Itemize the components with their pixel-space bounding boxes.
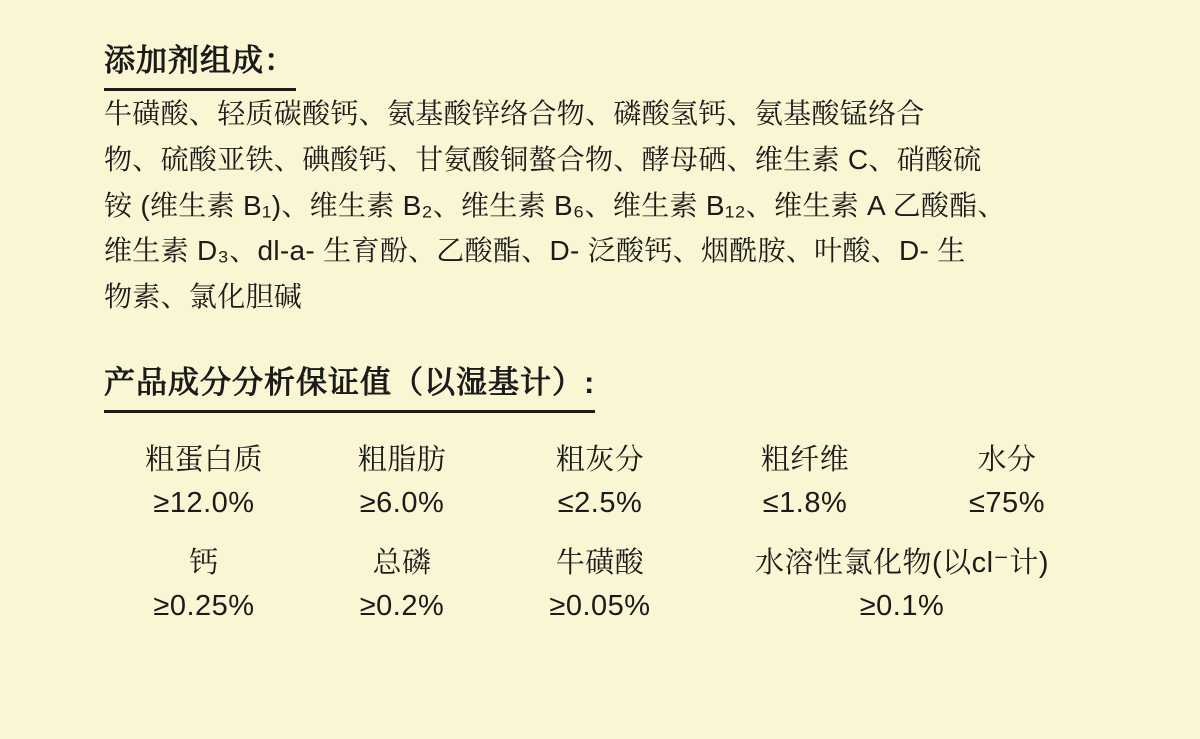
- nutrient-value: ≤1.8%: [762, 487, 848, 520]
- nutrient-value: ≤75%: [969, 487, 1045, 520]
- additives-heading: 添加剂组成：: [104, 42, 296, 91]
- nutrient-value: ≥0.2%: [359, 590, 445, 623]
- nutrient-name: 粗蛋白质: [144, 444, 263, 477]
- nutrition-row: [104, 441, 1104, 524]
- nutrient-value: ≥6.0%: [359, 487, 445, 520]
- nutrient-value: ≥12.0%: [153, 487, 255, 520]
- nutrient-name: 粗灰分: [555, 444, 645, 477]
- additives-section: [104, 42, 1100, 320]
- additives-line: 牛磺酸、轻质碳酸钙、氨基酸锌络合物、磷酸氢钙、氨基酸锰络合: [104, 97, 925, 129]
- nutrition-cell: [104, 441, 304, 524]
- additives-body: [104, 91, 1100, 321]
- nutrition-row: [104, 544, 1104, 627]
- nutrient-name: 水分: [977, 444, 1037, 477]
- nutrient-name: 钙: [189, 547, 219, 580]
- nutrition-cell: [910, 441, 1104, 524]
- nutrition-cell: [700, 544, 1104, 627]
- nutrition-cell: [700, 441, 910, 524]
- additives-line: 物、硫酸亚铁、碘酸钙、甘氨酸铜螯合物、酵母硒、维生素 C、硝酸硫: [104, 143, 982, 175]
- nutrient-name: 粗纤维: [760, 444, 850, 477]
- nutrition-cell: [304, 544, 500, 627]
- nutrient-name: 粗脂肪: [357, 444, 447, 477]
- nutrition-table: [104, 441, 1104, 627]
- guaranteed-analysis-section: [104, 364, 1100, 627]
- nutrient-name: 总磷: [372, 547, 432, 580]
- nutrition-cell: [104, 544, 304, 627]
- additives-line: 铵 (维生素 B₁)、维生素 B₂、维生素 B₆、维生素 B₁₂、维生素 A 乙酸酯、: [104, 189, 1006, 221]
- nutrient-name: 牛磺酸: [555, 547, 645, 580]
- nutrient-value: ≥0.25%: [153, 590, 255, 623]
- nutrient-name: 水溶性氯化物(以cl⁻计): [754, 547, 1050, 580]
- nutrient-value: ≤2.5%: [557, 487, 643, 520]
- nutrition-cell: [304, 441, 500, 524]
- nutrient-value: ≥0.1%: [859, 590, 945, 623]
- guaranteed-analysis-heading: 产品成分分析保证值（以湿基计）:: [104, 364, 595, 413]
- nutrition-cell: [500, 544, 700, 627]
- nutrition-cell: [500, 441, 700, 524]
- nutrient-value: ≥0.05%: [549, 590, 651, 623]
- additives-line: 物素、氯化胆碱: [104, 281, 303, 313]
- additives-line: 维生素 D₃、dl-a- 生育酚、乙酸酯、D- 泛酸钙、烟酰胺、叶酸、D- 生: [104, 235, 966, 267]
